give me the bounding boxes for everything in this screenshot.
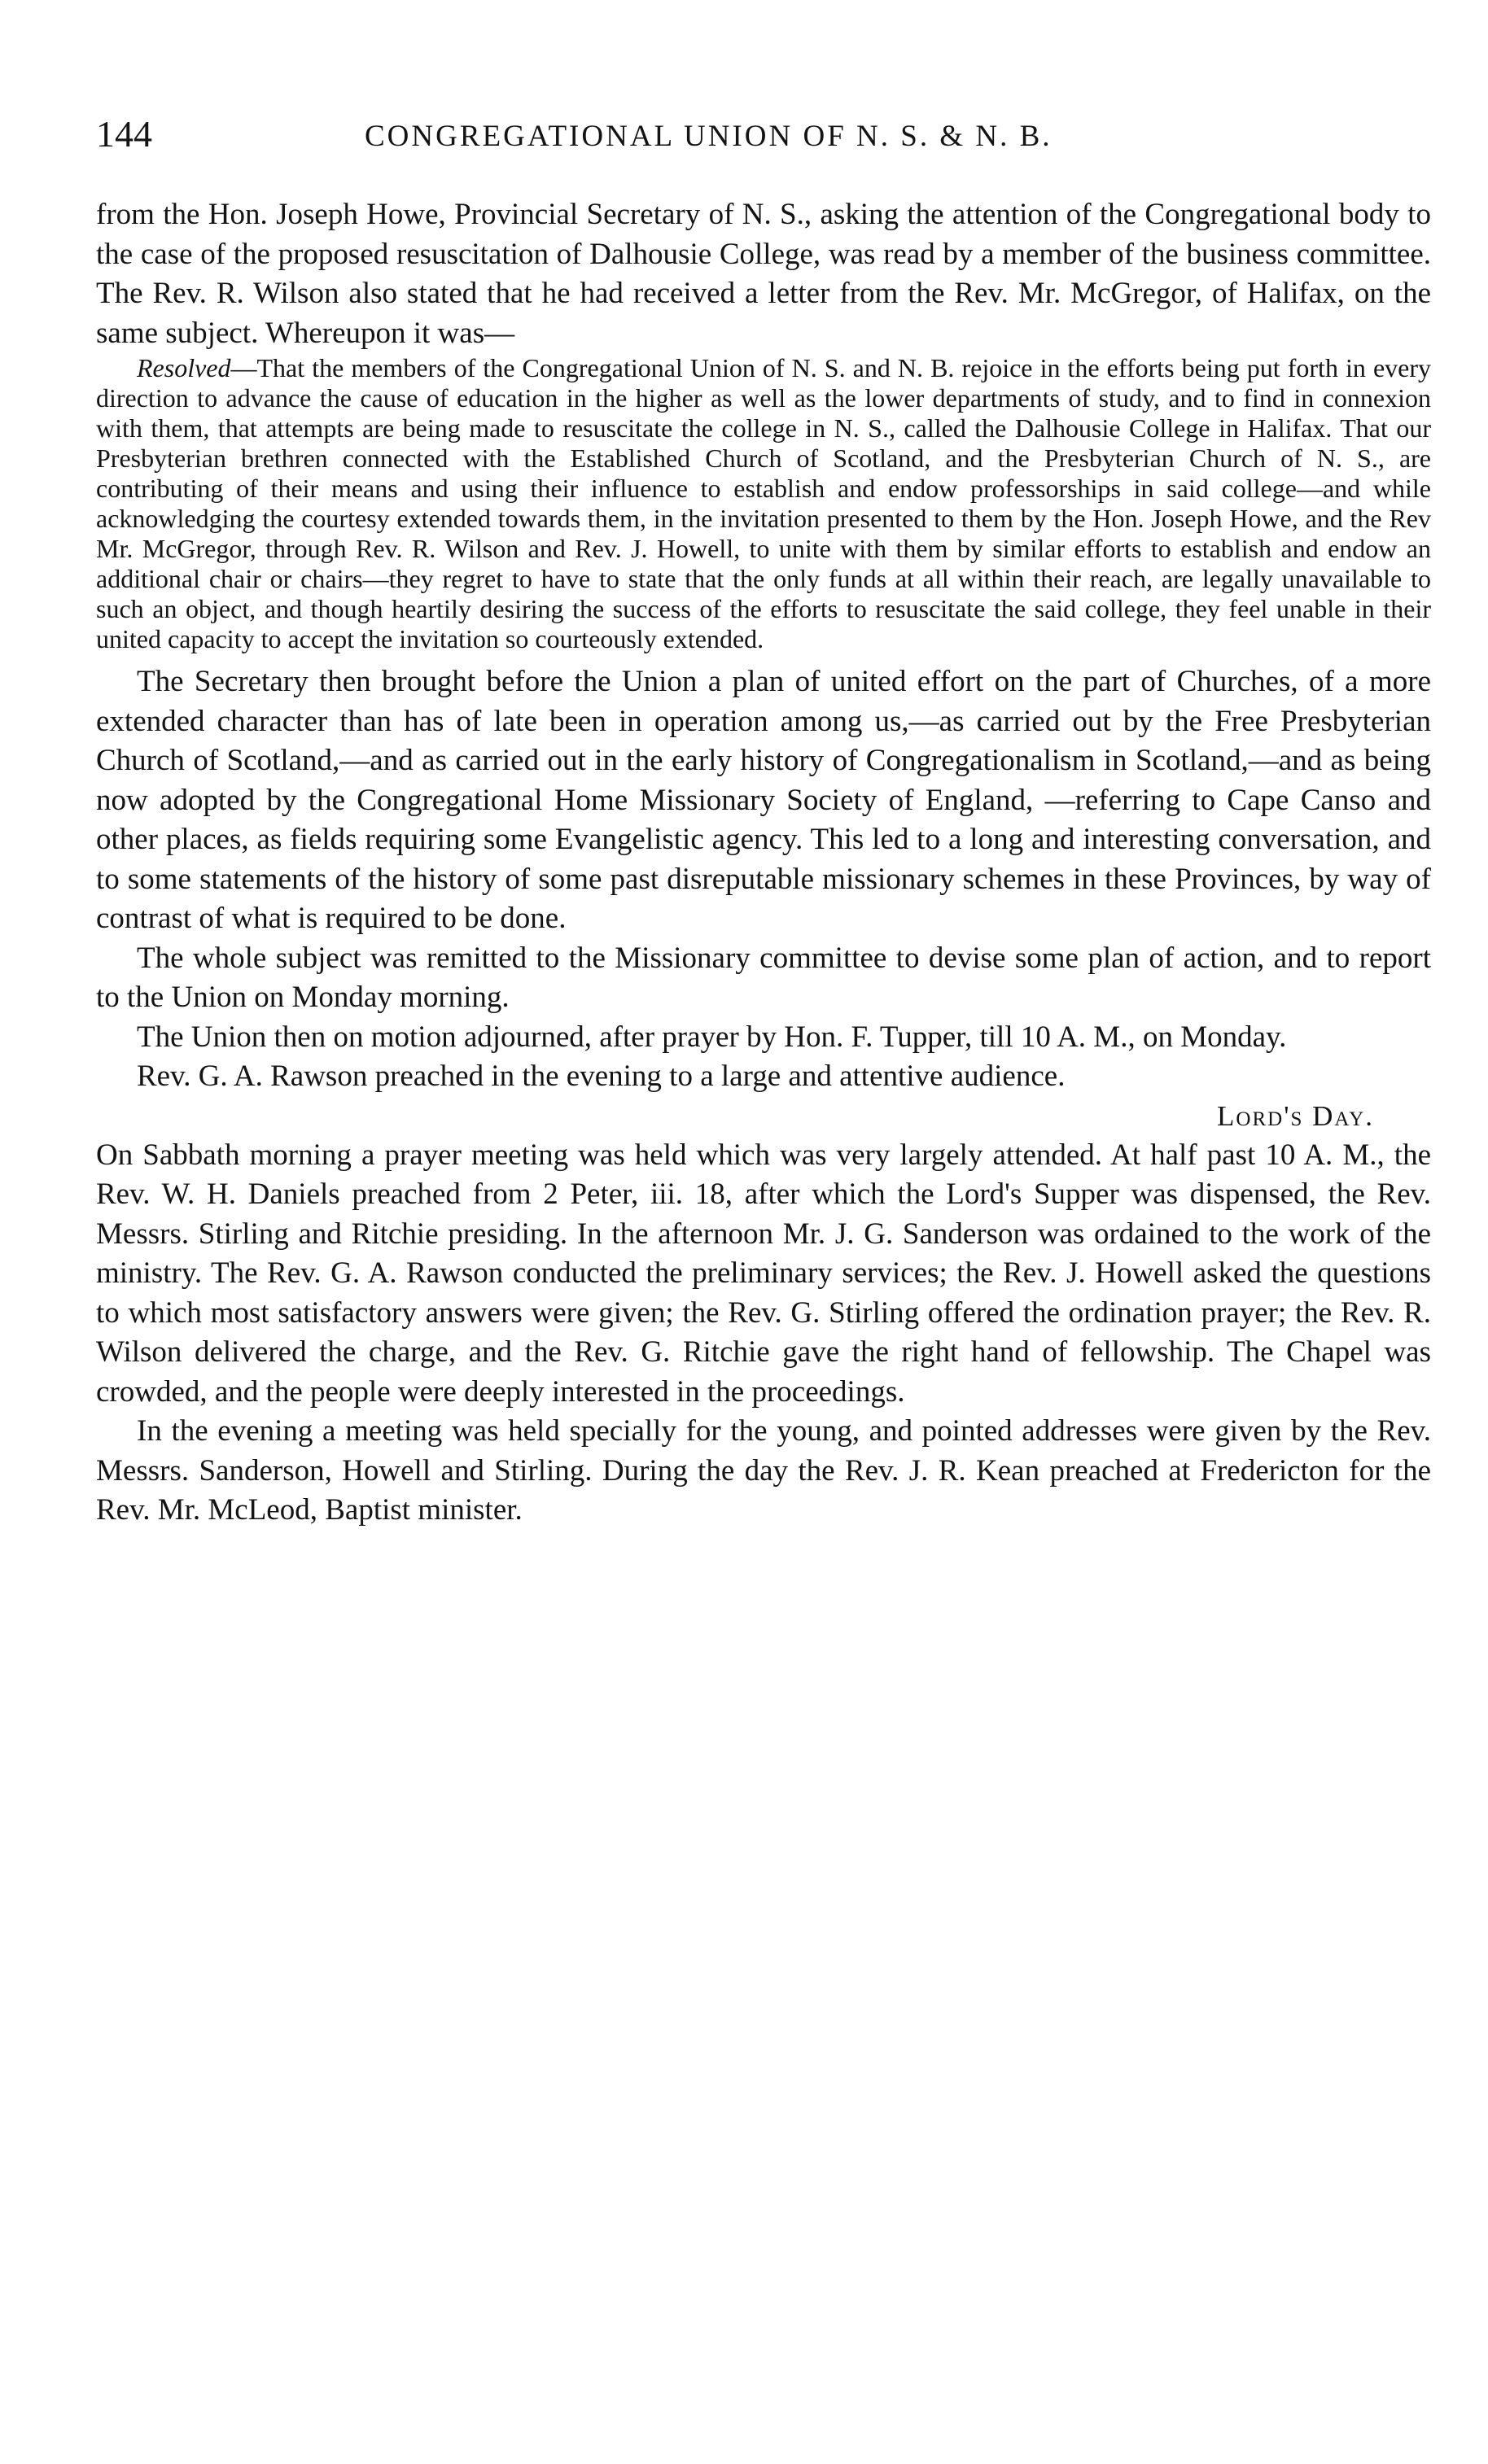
paragraph-evening-meeting: In the evening a meeting was held specially for the young, and pointed addresses were given by the Rev. Messrs. Sanderson, Howell and Stirling. During the day the Rev. J. R. Kean preached at Fredericton for the Rev. Mr. McLeod, Baptist minister. [96, 1414, 1431, 1527]
paragraph-evening-sermon: Rev. G. A. Rawson preached in the evening to a large and attentive audience. [137, 1059, 1066, 1093]
resolution-text: —That the members of the Congregational Union of N. S. and N. B. rejoice in the efforts being put forth in every direction to advance the cause of education in the higher as well as the lower departments of study, and to find in connexion with them, that attempts are being made to resuscitate the college in N. S., called the Dalhousie College in Halifax. That our Presbyterian brethren connected with the Established Church of Scotland, and the Presbyterian Church of N. S., are contributing of their means and using their influence to establish and endow professorships in said college—and while acknowledging the courtesy extended towards them, in the invitation presented to them by the Hon. Joseph Howe, and the Rev Mr. McGregor, through Rev. R. Wilson and Rev. J. Howell, to unite with them by similar efforts to establish and endow an additional chair or chairs—they regret to have to state that the only funds at all within their reach, are legally unavailable to such an object, and though heartily desiring the success of the efforts to resuscitate the said college, they feel unable in their united capacity to accept the invitation so courteously extended. [96, 353, 1431, 653]
section-heading-lords-day: Lord's Day. [1217, 1099, 1374, 1132]
resolved-label: Resolved [137, 353, 231, 382]
paragraph-sabbath: On Sabbath morning a prayer meeting was held which was very largely attended. At half past 10 A. M., the Rev. W. H. Daniels preached from 2 Peter, iii. 18, after which the Lord's Supper was dispensed, the Rev. Messrs. Stirling and Ritchie presiding. In the afternoon Mr. J. G. Sanderson was ordained to the work of the ministry. The Rev. G. A. Rawson conducted the preliminary services; the Rev. J. Howell asked the questions to which most satisfactory answers were given; the Rev. G. Stirling offered the ordination prayer; the Rev. R. Wilson delivered the charge, and the Rev. G. Ritchie gave the right hand of fellowship. The Chapel was crowded, and the people were deeply interested in the proceedings. [96, 1138, 1431, 1409]
resolution-paragraph [96, 353, 1431, 654]
body-text [96, 195, 1431, 1531]
paragraph-missionary-committee: The whole subject was remitted to the Missionary committee to devise some plan of action, and to report to the Union on Monday morning. [96, 941, 1431, 1014]
page-header [96, 112, 1392, 158]
running-title: CONGREGATIONAL UNION OF N. S. & N. B. [365, 120, 1053, 153]
paragraph-continuation: from the Hon. Joseph Howe, Provincial Secretary of N. S., asking the attention of the Congregational body to the case of the proposed resuscitation of Dalhousie College, was read by a member of the business committee. The Rev. R. Wilson also stated that he had received a letter from the Rev. Mr. McGregor, of Halifax, on the same subject. Whereupon it was— [96, 198, 1431, 350]
paragraph-adjournment: The Union then on motion adjourned, after prayer by Hon. F. Tupper, till 10 A. M., on Monday. [137, 1020, 1287, 1054]
page-number: 144 [96, 113, 152, 155]
paragraph-secretary-plan: The Secretary then brought before the Union a plan of united effort on the part of Churches, of a more extended character than has of late been in operation among us,—as carried out by the Free Presbyterian Church of Scotland,—and as carried out in the early history of Congregationalism in Scotland,—and as being now adopted by the Congregational Home Missionary Society of England, —referring to Cape Canso and other places, as fields requiring some Evangelistic agency. This led to a long and interesting conversation, and to some statements of the history of some past disreputable missionary schemes in these Provinces, by way of contrast of what is required to be done. [96, 665, 1431, 935]
